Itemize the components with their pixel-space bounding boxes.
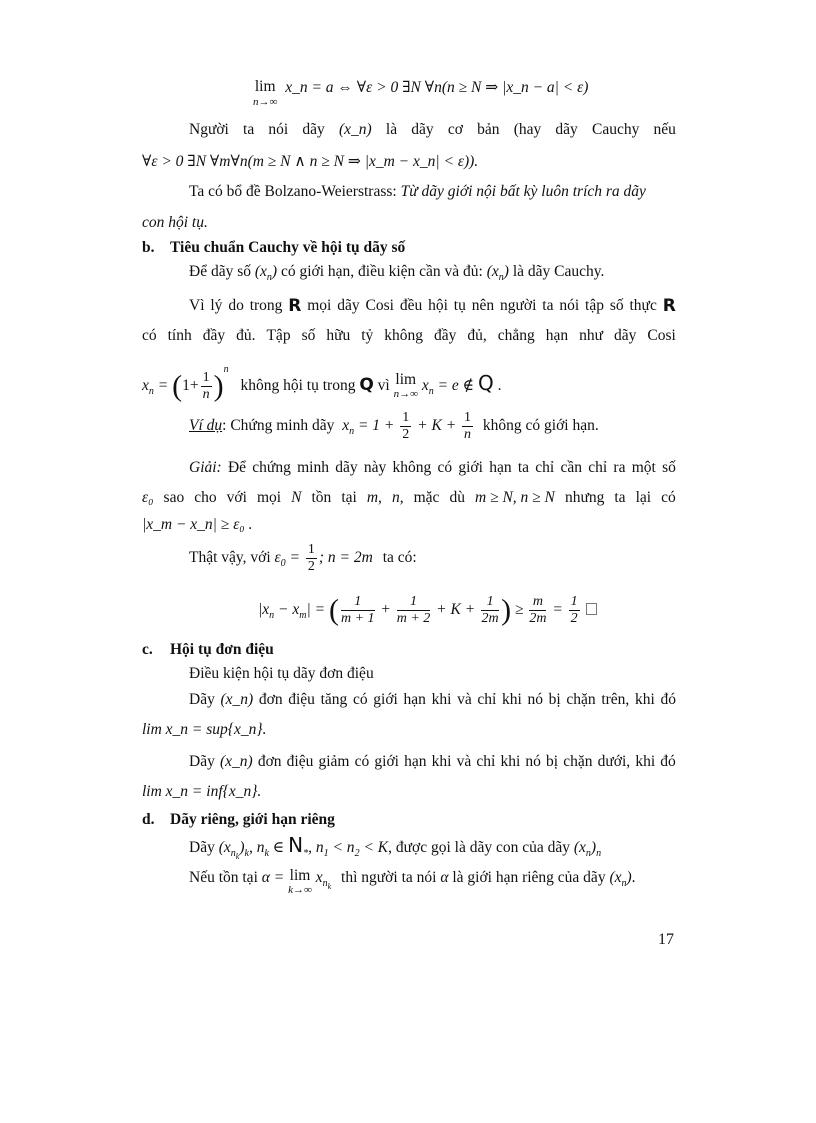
solution-line2-word: tồn — [311, 489, 332, 506]
decreasing-line-word: đơn — [257, 753, 282, 770]
cauchy-definition-line1-word: nếu — [653, 121, 676, 138]
section-b-title: Tiêu chuẩn Cauchy về hội tụ dãy số — [170, 239, 406, 256]
section-c-heading: c. Hội tụ đơn điệu — [142, 641, 274, 658]
increasing-line-word: khi — [634, 691, 655, 708]
solution-line2-word: lại — [635, 489, 652, 506]
solution-line2-word: tại — [341, 489, 357, 506]
cauchy-definition-line2: ∀ε > 0 ∃N ∀m∀n(m ≥ N ∧ n ≥ N ⇒ |x_m − x_n| < ε)). — [142, 153, 479, 170]
solution-line1 — [189, 458, 676, 478]
cauchy-definition-line1-word: dãy — [411, 121, 434, 138]
decreasing-line-word: có — [354, 753, 370, 770]
completeness-line1-word: hội — [428, 297, 448, 314]
completeness-line1-word: dãy — [337, 297, 360, 314]
completeness-line2-word: Tập — [266, 327, 291, 344]
increasing-line-word: Dãy — [189, 691, 215, 708]
completeness-line2-word: có — [142, 327, 157, 344]
completeness-line2-word: Cosi — [647, 327, 676, 344]
solution-line2-word: sao — [163, 489, 185, 506]
solution-line1-word: Để — [227, 459, 247, 476]
increasing-line-word: nó — [527, 691, 543, 708]
completeness-line2-word: tỷ — [361, 327, 374, 344]
cauchy-definition-line1-word: là — [385, 121, 398, 138]
completeness-line1-word: tập — [585, 297, 604, 314]
increasing-line-word: (x_n) — [220, 691, 254, 708]
example-line: Ví dụ: Chứng minh dãy $x_n = 1$ + $\frac{1}{2}$ + K + $\frac{1}{n}$ không có giới hạn. — [189, 409, 599, 442]
solution-line1-word: có — [437, 459, 453, 476]
subsequence-line: Dãy $(x_{n_k})_k$, $n_k$ ∈ $N_*$, $n_1 < n_2 < K$, được gọi là dãy con của dãy $(x_n)_n$ — [189, 833, 602, 862]
increasing-formula: lim x_n = sup{x_n}. — [142, 721, 267, 738]
section-b-heading: b. Tiêu chuẩn Cauchy về hội tụ dãy số — [142, 239, 406, 256]
decreasing-line-word: hạn — [404, 753, 427, 770]
completeness-line1-word: ta — [542, 297, 554, 314]
solution-line2-word: với — [226, 489, 247, 506]
example-label: Ví dụ — [189, 417, 223, 434]
solution-line2-word: m ≥ N, n ≥ N — [475, 489, 555, 506]
completeness-line1-word: Cosi — [365, 297, 394, 314]
completeness-line1-word: thực — [629, 297, 657, 314]
decreasing-line-word: và — [456, 753, 472, 770]
limit-formula: x_n = a ⇔ ∀ε > 0 ∃N ∀n(n ≥ N ⇒ |x_n − a| < ε) — [285, 79, 589, 96]
solution-line1-word: số — [662, 459, 676, 476]
solution-line1-word: dãy — [335, 459, 358, 476]
completeness-line2-word: tính — [167, 327, 192, 344]
solution-line2-word: cho — [194, 489, 217, 506]
increasing-line-word: chỉ — [477, 691, 497, 708]
decreasing-line-word: giảm — [318, 753, 350, 770]
solution-line1-word: này — [363, 459, 387, 476]
page-number: 17 — [658, 931, 674, 948]
solution-line1-word: giới — [458, 459, 483, 476]
solution-line1-word: chứng — [252, 459, 291, 476]
solution-label: Giải: — [189, 459, 222, 476]
cauchy-definition-line1-word: Cauchy — [592, 121, 640, 138]
rational-set-symbol: Q — [359, 375, 374, 395]
cosi-sequence-line: $x_n = (1+$ $\frac{1}{n}$ )$^n$ không hội tụ trong Q vì lim n→∞ $x_n = e$ ∉ Q . — [142, 364, 502, 403]
increasing-line-word: hạn — [403, 691, 426, 708]
solution-line2-word: nhưng — [564, 489, 605, 506]
solution-line1-word: minh — [297, 459, 329, 476]
completeness-line1-word: R — [662, 296, 676, 316]
cauchy-definition-line1-word: Người — [189, 121, 229, 138]
decreasing-line-word: Dãy — [189, 753, 215, 770]
increasing-line-word: đó — [660, 691, 676, 708]
completeness-line2-word: số — [301, 327, 316, 344]
bolzano-line2: con hội tụ. — [142, 214, 208, 231]
cauchy-definition-line1-word: bản — [477, 121, 500, 138]
solution-line2-word: m, — [366, 489, 382, 506]
completeness-line1-word: đều — [399, 297, 423, 314]
completeness-line2-word: hạn — [545, 327, 569, 344]
completeness-line1-word: nói — [559, 297, 580, 314]
completeness-line1-word: nên — [471, 297, 495, 314]
completeness-line1-word: R — [288, 296, 302, 316]
cauchy-definition-line1 — [189, 120, 676, 140]
completeness-line2 — [142, 326, 676, 346]
solution-line2-word: ta — [614, 489, 626, 506]
cauchy-definition-line1-word: (x_n) — [339, 121, 372, 138]
solution-line2-word: mọi — [256, 489, 282, 506]
increasing-line-word: và — [457, 691, 472, 708]
completeness-line1-word: người — [499, 297, 537, 314]
decreasing-line — [189, 752, 676, 772]
decreasing-line-word: điệu — [286, 753, 314, 770]
decreasing-line-word: (x_n) — [219, 753, 253, 770]
completeness-line2-word: đầy — [202, 327, 226, 344]
solution-line3: |x_m − x_n| ≥ ε₀ . — [142, 516, 253, 533]
decreasing-line-word: bị — [546, 753, 559, 770]
cauchy-definition-line1-word: dãy — [302, 121, 325, 138]
decreasing-line-word: khi — [635, 753, 656, 770]
increasing-line — [189, 690, 676, 710]
decreasing-formula: lim x_n = inf{x_n}. — [142, 783, 262, 800]
decreasing-line-word: nó — [525, 753, 541, 770]
completeness-line2-word: dãy — [614, 327, 637, 344]
solution-line2-word: có — [661, 489, 676, 506]
solution-line1-word: chỉ — [588, 459, 608, 476]
solution-line1-word: hạn — [489, 459, 512, 476]
rational-set-symbol-large: Q — [478, 371, 494, 395]
natural-set-symbol: N — [288, 833, 304, 857]
solution-line1-word: một — [631, 459, 656, 476]
completeness-line2-word: chẳng — [497, 327, 535, 344]
completeness-line2-word: đủ, — [467, 327, 487, 344]
section-d-heading: d. Dãy riêng, giới hạn riêng — [142, 811, 335, 828]
solution-line1-word: không — [392, 459, 432, 476]
completeness-line1-word: lý — [210, 297, 223, 314]
increasing-line-word: chặn — [566, 691, 596, 708]
section-d-title: Dãy riêng, giới hạn riêng — [170, 811, 335, 828]
increasing-line-word: tăng — [320, 691, 348, 708]
cauchy-definition-line1-word: cơ — [447, 121, 463, 138]
cauchy-criterion: Để dãy số $(x_n)$ có giới hạn, điều kiện cần và đủ: $(x_n)$ là dãy Cauchy. — [189, 263, 605, 284]
solution-line1-word: ra — [613, 459, 626, 476]
section-c-title: Hội tụ đơn điệu — [170, 641, 274, 658]
increasing-line-word: điệu — [288, 691, 315, 708]
solution-line2 — [142, 488, 676, 508]
solution-line1-word: cần — [560, 459, 582, 476]
increasing-line-word: có — [352, 691, 368, 708]
cauchy-definition-line1-word: nói — [268, 121, 289, 138]
completeness-line2-word: không — [384, 327, 424, 344]
solution-line2-word: mặc — [413, 489, 440, 506]
completeness-line1-word: Vì — [189, 297, 205, 314]
completeness-line2-word: hữu — [326, 327, 351, 344]
cauchy-definition-line1-word: (hay — [513, 121, 542, 138]
completeness-line1-word: tụ — [453, 297, 466, 314]
monotone-intro: Điều kiện hội tụ dãy đơn điệu — [189, 665, 374, 682]
completeness-line1-word: mọi — [307, 297, 332, 314]
decreasing-line-word: giới — [374, 753, 399, 770]
increasing-line-word: đơn — [258, 691, 283, 708]
completeness-line1-word: do — [228, 297, 244, 314]
solution-line2-word: dù — [449, 489, 465, 506]
cauchy-definition-line1-word: dãy — [555, 121, 578, 138]
indeed-line: Thật vậy, với $\varepsilon_0$ = $\frac{1}{2}$ ; n = 2m ta có: — [189, 541, 417, 574]
solution-line2-word: ε₀ — [142, 489, 154, 506]
display-inequality: $|x_n - x_m|$ = ( $\frac{1}{m + 1}$ + $\frac{1}{m + 2}$ + K + $\frac{1}{2m}$ ) ≥ $\frac{m}{2m}$ = $\frac{1}{2}$ — [258, 590, 597, 636]
decreasing-line-word: đó — [660, 753, 676, 770]
decreasing-line-word: khi — [500, 753, 521, 770]
increasing-line-word: khi — [501, 691, 522, 708]
increasing-line-word: khi — [431, 691, 452, 708]
cauchy-definition-line1-word: ta — [243, 121, 255, 138]
solution-line2-word: N — [291, 489, 302, 506]
completeness-line1-word: số — [609, 297, 624, 314]
decreasing-line-word: chặn — [563, 753, 593, 770]
decreasing-line-word: dưới, — [597, 753, 631, 770]
completeness-line1-word: trong — [249, 297, 283, 314]
completeness-line1 — [189, 296, 676, 316]
solution-line1-word: ta — [517, 459, 530, 476]
completeness-line2-word: đầy — [434, 327, 457, 344]
bolzano-line1: Ta có bổ đề Bolzano-Weierstrass: Từ dãy giới nội bất kỳ luôn trích ra dãy — [189, 183, 646, 200]
solution-line1-word: chỉ — [535, 459, 555, 476]
decreasing-line-word: chỉ — [476, 753, 496, 770]
increasing-line-word: giới — [373, 691, 398, 708]
completeness-line2-word: đủ. — [236, 327, 256, 344]
limit-definition — [253, 78, 588, 108]
increasing-line-word: bị — [548, 691, 561, 708]
lim-operator: lim n→∞ — [253, 78, 278, 108]
end-of-proof-box — [586, 603, 597, 615]
partial-limit-line: Nếu tồn tại α = lim k→∞ $x_{n_k}$ thì người ta nói α là giới hạn riêng của dãy $(x_n)$. — [189, 867, 636, 896]
decreasing-line-word: khi — [431, 753, 452, 770]
completeness-line2-word: như — [579, 327, 604, 344]
increasing-line-word: trên, — [601, 691, 630, 708]
solution-line2-word: n, — [391, 489, 404, 506]
